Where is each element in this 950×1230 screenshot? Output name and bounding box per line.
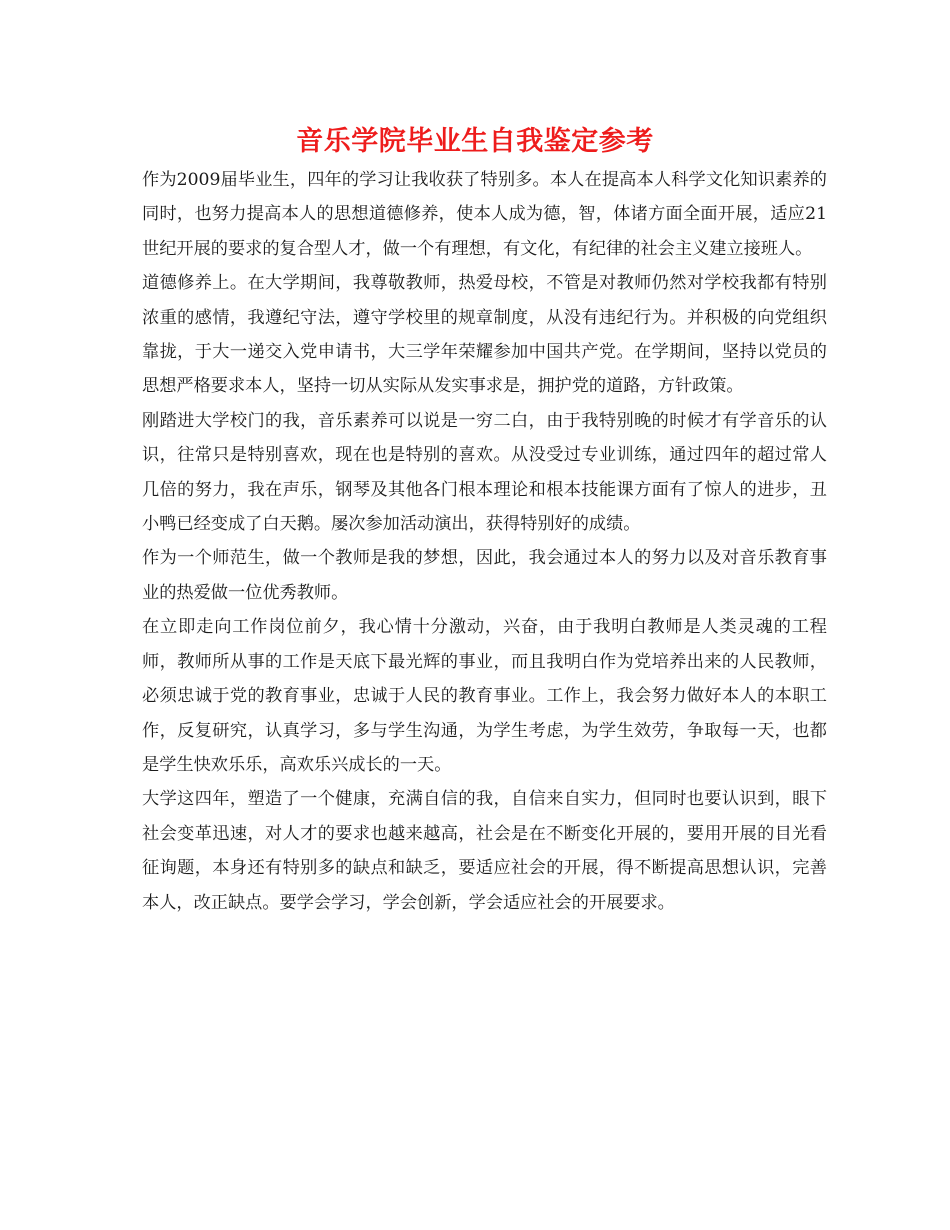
document-body bbox=[142, 163, 827, 920]
paragraph-moral-cultivation: 道德修养上。在大学期间，我尊敬教师，热爱母校，不管是对教师仍然对学校我都有特别浓重的感情，我遵纪守法，遵守学校里的规章制度，从没有违纪行为。并积极的向党组织靠拢，于大一递交入党申请书，大三学年荣耀参加中国共产党。在学期间，坚持以党员的思想严格要求本人，坚持一切从实际从发实事求是，拥护党的道路，方针政策。 bbox=[142, 273, 827, 397]
paragraph-music-study: 刚踏进大学校门的我，音乐素养可以说是一穷二白，由于我特别晚的时候才有学音乐的认识，往常只是特别喜欢，现在也是特别的喜欢。从没受过专业训练，通过四年的超过常人几倍的努力，我在声乐，钢琴及其他各门根本理论和根本技能课方面有了惊人的进步，丑小鸭已经变成了白天鹅。屡次参加活动演出，获得特别好的成绩。 bbox=[142, 410, 827, 535]
document-title: 音乐学院毕业生自我鉴定参考 bbox=[296, 126, 654, 157]
paragraph-teacher-dream: 作为一个师范生，做一个教师是我的梦想，因此，我会通过本人的努力以及对音乐教育事业的热爱做一位优秀教师。 bbox=[142, 548, 827, 603]
paragraph-self-improvement: 大学这四年，塑造了一个健康，充满自信的我，自信来自实力，但同时也要认识到，眼下社会变革迅速，对人才的要求也越来越高，社会是在不断变化开展的，要用开展的目光看征询题，本身还有特别多的缺点和缺乏，要适应社会的开展，得不断提高思想认识，完善本人，改正缺点。要学会学习，学会创新，学会适应社会的开展要求。 bbox=[142, 789, 827, 913]
paragraph-work-attitude: 在立即走向工作岗位前夕，我心情十分激动，兴奋，由于我明白教师是人类灵魂的工程师，教师所从事的工作是天底下最光辉的事业，而且我明白作为党培养出来的人民教师，必须忠诚于党的教育事业，忠诚于人民的教育事业。工作上，我会努力做好本人的本职工作，反复研究，认真学习，多与学生沟通，为学生考虑，为学生效劳，争取每一天，也都是学生快欢乐乐，高欢乐兴成长的一天。 bbox=[142, 617, 827, 775]
paragraph-graduation-summary: 作为2009届毕业生，四年的学习让我收获了特别多。本人在提高本人科学文化知识素养的同时，也努力提高本人的思想道德修养，使本人成为德，智，体诸方面全面开展，适应21世纪开展的要求的复合型人才，做一个有理想，有文化，有纪律的社会主义建立接班人。 bbox=[142, 170, 827, 259]
